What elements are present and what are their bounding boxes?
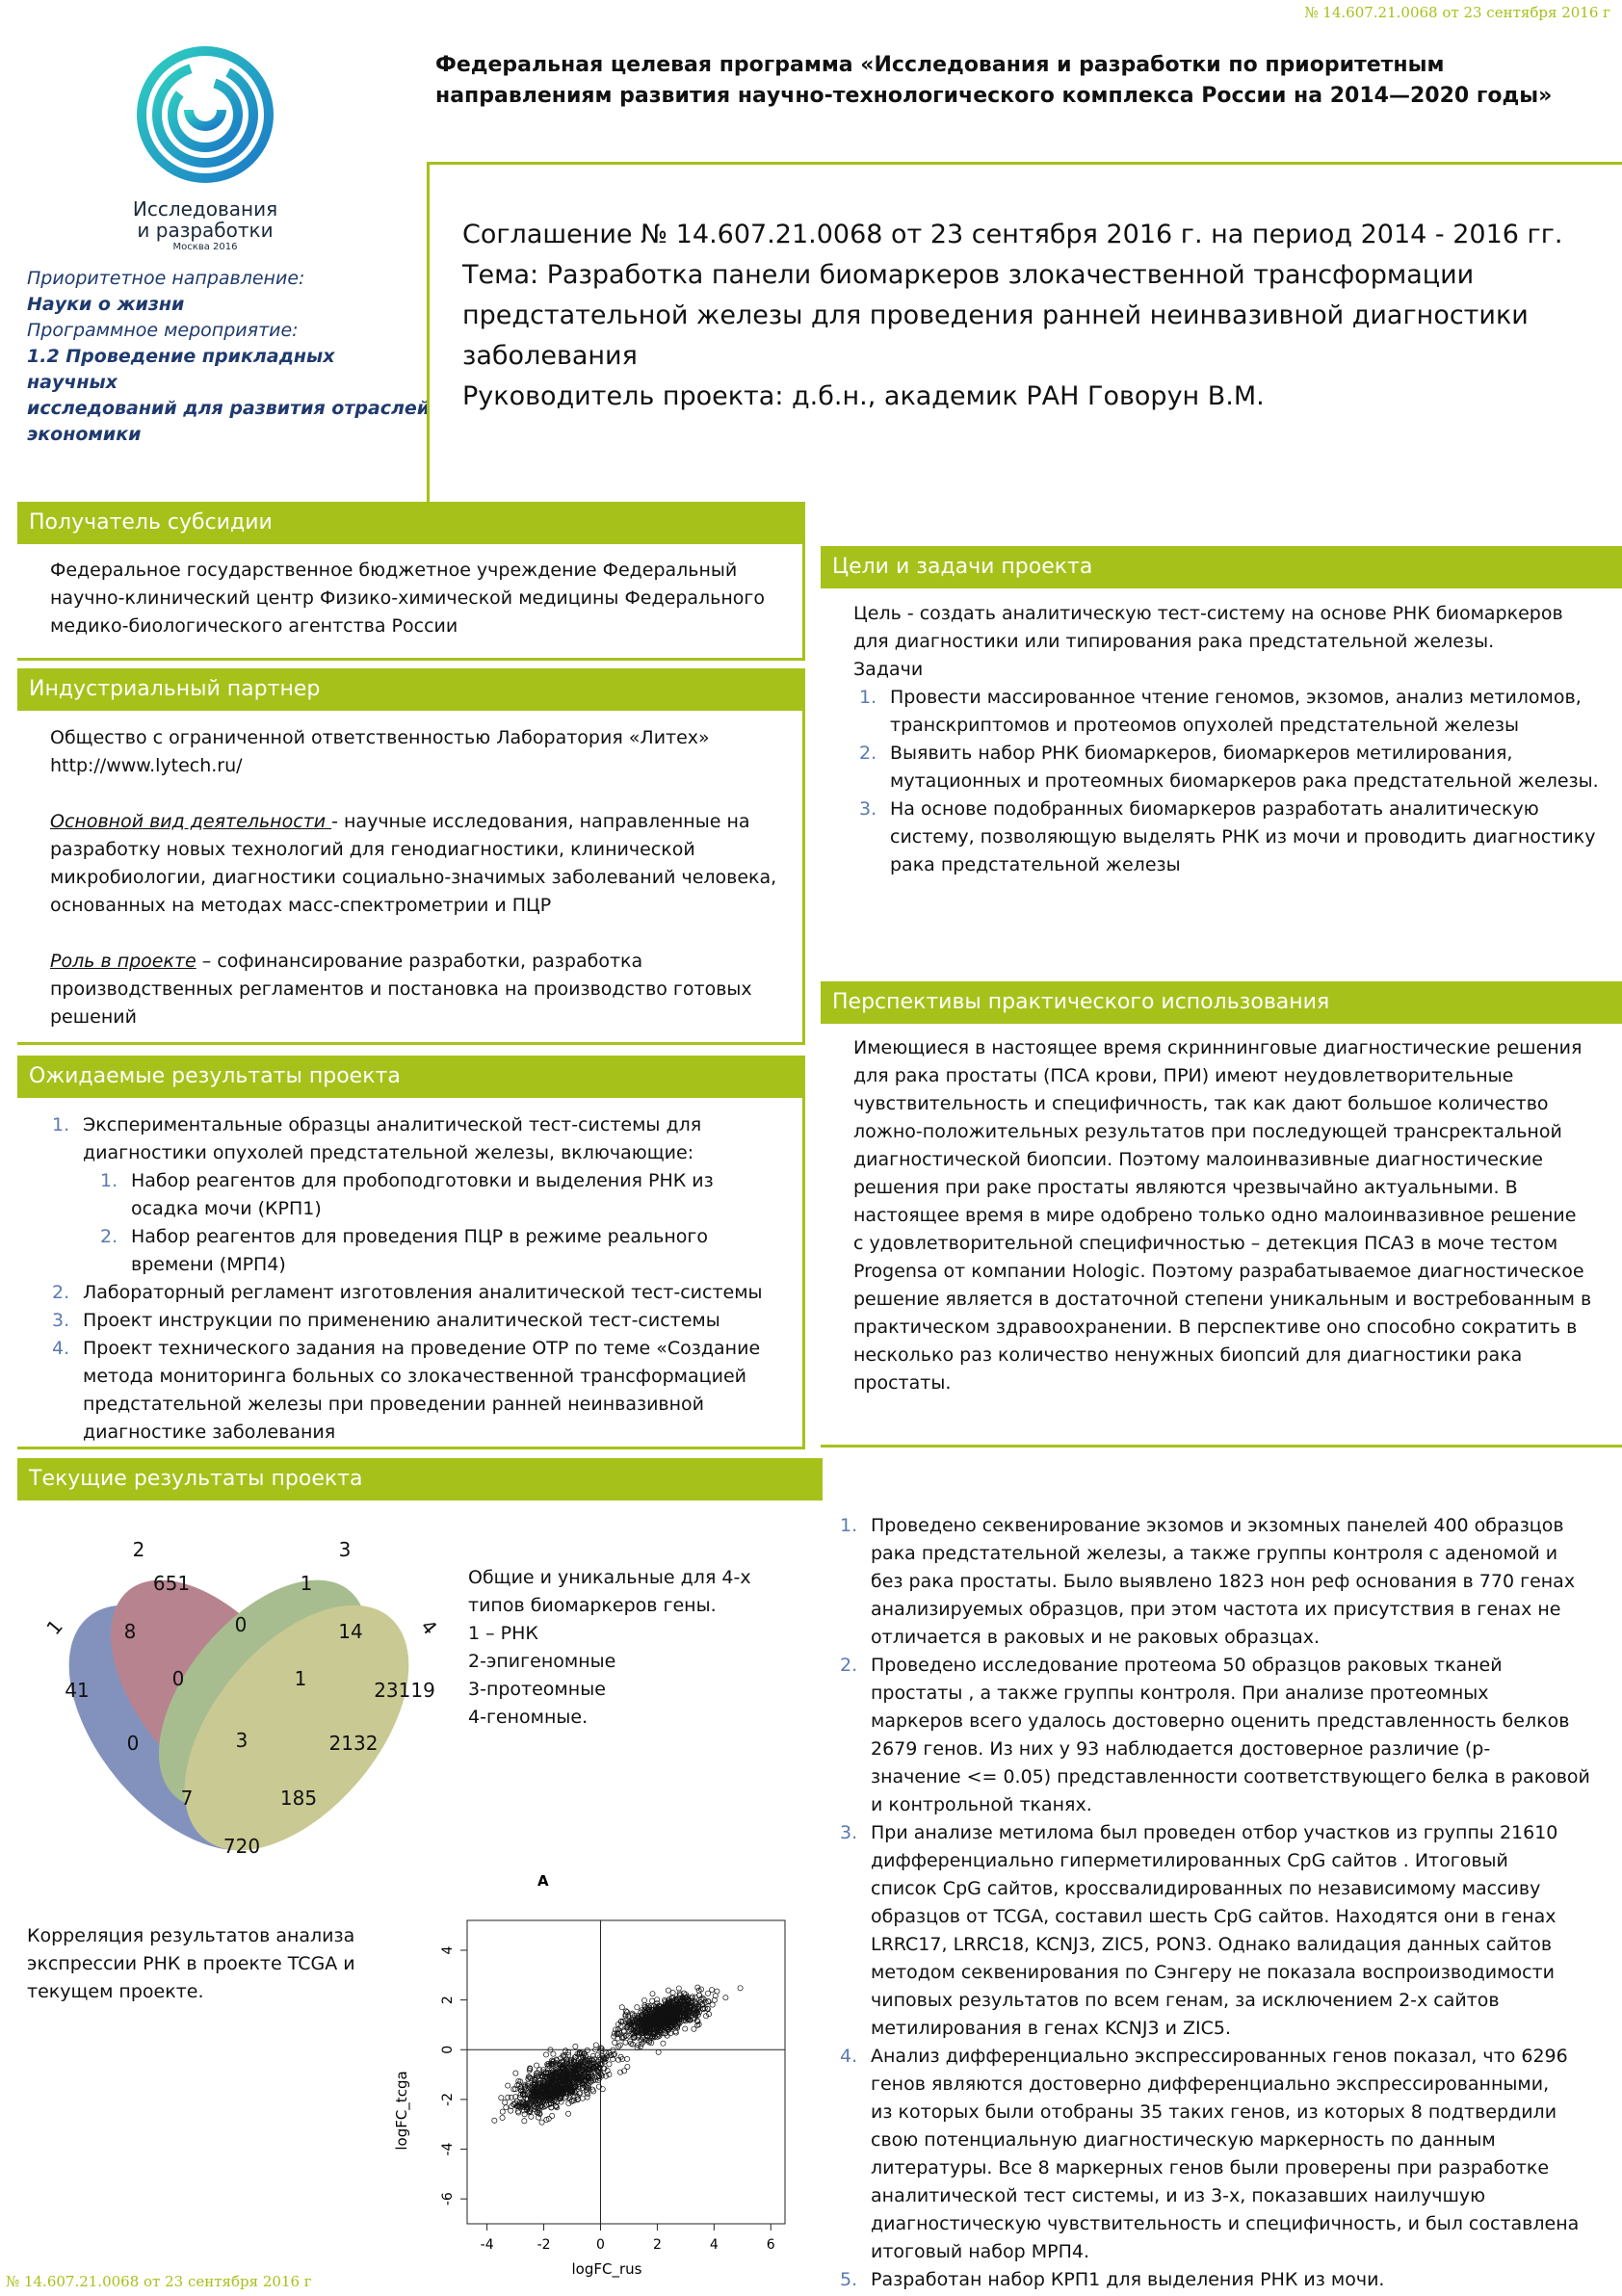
venn-value: 7 — [180, 1787, 194, 1810]
scatter-point — [650, 1992, 655, 1996]
venn-value: 8 — [123, 1620, 137, 1643]
text-line: LRRC17, LRRC18, KCNJ3, ZIC5, PON3. Однако валидация данных сайтов — [871, 1934, 1553, 1955]
text-line: методом секвенирования по Сэнгеру не показала воспроизводимости — [871, 1962, 1555, 1983]
priority-block — [27, 266, 432, 448]
text-line: итоговый набор МРП4. — [871, 2241, 1090, 2262]
list-item — [46, 1111, 798, 1167]
program-header — [435, 50, 1552, 112]
list-number: 2. — [52, 1282, 70, 1303]
y-tick-label: -2 — [440, 2092, 456, 2106]
text-line: микробиологии, диагностики социально-значимых заболеваний человека, — [50, 867, 777, 888]
y-tick-label: -6 — [440, 2192, 456, 2206]
scatter-point — [656, 2049, 661, 2054]
scatter-point — [539, 2120, 544, 2125]
text-line: Общие и уникальные для 4-х — [468, 1567, 751, 1588]
prospects-text — [853, 1034, 1591, 1397]
text-line: Задачи — [853, 659, 924, 680]
list-item — [46, 1307, 798, 1335]
list-item — [46, 1167, 798, 1223]
x-tick-label: 0 — [596, 2237, 605, 2253]
section-expected-title — [17, 1056, 805, 1098]
section-goals-title — [821, 546, 1622, 588]
agreement-line: предстательной железы для проведения ранней неинвазивной диагностики — [462, 300, 1529, 330]
text-line: диагностике заболевания — [83, 1422, 336, 1443]
text-line: для рака простаты (ПСА крови, ПРИ) имеют неудовлетворительные — [853, 1065, 1514, 1086]
section-prospects-title — [821, 981, 1622, 1024]
chart-title: A — [537, 1872, 549, 1890]
text-line: с удовлетворительной специфичностью – детекция ПСА3 в моче тестом — [853, 1233, 1558, 1254]
section-title-text: Перспективы практического использования — [832, 990, 1330, 1014]
text-line: свою потенциальную диагностическую маркерность по данным — [871, 2129, 1496, 2151]
text-line: 1 – РНК — [468, 1623, 538, 1644]
list-number: 5. — [840, 2269, 858, 2290]
scatter-point — [705, 1991, 710, 1996]
agreement-line: Соглашение № 14.607.21.0068 от 23 сентября 2016 г. на период 2014 - 2016 гг. — [462, 220, 1563, 249]
text-line: значение <= 0.05) представленности соответствующего белка в раковой — [871, 1766, 1590, 1787]
text-line: из которых были отобраны 35 таких генов, из которых 8 подтвердили — [871, 2101, 1557, 2123]
logo-line-2: и разработки — [137, 219, 274, 242]
list-item — [46, 1279, 798, 1307]
venn-diagram — [37, 1526, 451, 1882]
program-header-line: направлениям развития научно-технологического комплекса России на 2014—2020 годы» — [435, 84, 1553, 108]
scatter-point — [585, 2048, 589, 2052]
text-line: - научные исследования, направленные на — [331, 811, 750, 832]
text-line: медико-биологического агентства России — [50, 615, 458, 637]
text-line: производственных регламентов и постановка на производство готовых — [50, 978, 752, 1000]
list-number: 2. — [100, 1226, 118, 1247]
y-axis-label: logFC_tcga — [393, 2071, 410, 2151]
scatter-point — [738, 1986, 743, 1991]
venn-value: 3 — [235, 1729, 249, 1752]
scatter-point — [655, 1997, 660, 2002]
venn-label: 2 — [132, 1538, 145, 1561]
scatter-point — [613, 2040, 617, 2045]
venn-value: 0 — [171, 1667, 185, 1690]
scatter-point — [723, 1996, 728, 2000]
logo-rings-icon — [123, 42, 287, 187]
text-line: Анализ дифференциально экспрессированных генов показал, что 6296 — [871, 2046, 1568, 2067]
program-value: исследований для развития отраслей — [27, 398, 431, 419]
text-line: Экспериментальные образцы аналитической тест-системы для — [83, 1114, 702, 1135]
text-line: метилирования в генах KCNJ3 и ZIC5. — [871, 2018, 1231, 2039]
venn-value: 14 — [338, 1620, 363, 1643]
text-line: Федеральное государственное бюджетное учреждение Федеральный — [50, 560, 738, 581]
text-line: транскриптомов и протеомов опухолей предстательной железы — [890, 715, 1520, 736]
text-line: типов биомаркеров гены. — [468, 1595, 717, 1616]
scatter-point — [573, 2044, 578, 2048]
text-line: ложно-положительных результатов при последующей трансректальной — [853, 1121, 1562, 1142]
section-title-text: Ожидаемые результаты проекта — [29, 1064, 401, 1088]
scatter-point — [607, 2062, 612, 2067]
text-line: образцов от TCGA, составил шесть CpG сайтов. Находятся они в генах — [871, 1906, 1557, 1927]
scatter-point — [593, 2043, 598, 2048]
scatter-point — [710, 2002, 715, 2007]
text-line: Проведено исследование протеома 50 образцов раковых тканей — [871, 1655, 1503, 1676]
scatter-point — [619, 2005, 624, 2010]
text-line: Проведено секвенирование экзомов и экзомных панелей 400 образцов — [871, 1515, 1564, 1536]
logo-line-1: Исследования — [132, 197, 278, 221]
scatter-point — [580, 2096, 585, 2100]
partner-text — [50, 724, 776, 1031]
program-header-line: Федеральная целевая программа «Исследования и разработки по приоритетным — [435, 53, 1445, 77]
scatter-point — [692, 2026, 696, 2031]
text-line: времени (МРП4) — [131, 1254, 286, 1275]
expected-list — [46, 1111, 798, 1447]
x-tick-label: 4 — [709, 2237, 719, 2253]
list-number: 2. — [840, 1655, 858, 1676]
text-line: рака предстательной железы, а также группы контроля с аденомой и — [871, 1543, 1558, 1564]
scatter-point — [585, 2095, 589, 2100]
text-line: предстательной железы при проведении ранней неинвазивной — [83, 1394, 705, 1415]
venn-label: 3 — [338, 1538, 352, 1561]
list-number: 4. — [840, 2046, 858, 2067]
text-line: несколько раз количество ненужных биопсий для диагностики рака — [853, 1344, 1523, 1366]
section-title-text: Индустриальный партнер — [29, 677, 321, 701]
scatter-point — [649, 1998, 654, 2003]
list-number: 4. — [52, 1338, 70, 1359]
text-line: чиповых результатов по всем генам, за исключением 2-х сайтов — [871, 1990, 1500, 2011]
goals-list — [853, 684, 1599, 879]
scatter-point — [500, 2109, 505, 2114]
scatter-point — [617, 2043, 622, 2048]
section-title-text: Текущие результаты проекта — [29, 1467, 363, 1491]
agreement-block — [462, 215, 1563, 417]
program-value: 1.2 Проведение прикладных научных — [27, 346, 335, 393]
text-line: осадка мочи (КРП1) — [131, 1198, 322, 1219]
y-tick-label: 4 — [440, 1945, 456, 1955]
text-line: для диагностики или типирования рака предстательной железы. — [853, 631, 1495, 652]
logo-text — [123, 198, 287, 254]
text-line: решение является в достаточной степени уникальным и востребованным в — [853, 1289, 1592, 1310]
text-line: анализируемых образцов, при этом частота их присутствия в генах не — [871, 1599, 1561, 1620]
scatter-point — [591, 2089, 596, 2094]
list-number: 1. — [859, 687, 877, 708]
program-label: Программное мероприятие: — [27, 320, 299, 341]
text-line: рака предстательной железы — [890, 854, 1181, 875]
text-line: диагностики опухолей предстательной железы, включающие: — [83, 1142, 694, 1163]
y-tick-label: -4 — [440, 2142, 456, 2156]
scatter-plot — [385, 1865, 809, 2288]
list-number: 3. — [859, 798, 877, 820]
text-line: При анализе метилома был проведен отбор участков из группы 21610 — [871, 1822, 1558, 1843]
text-line: Цель - создать аналитическую тест-систему на основе РНК биомаркеров — [853, 603, 1563, 624]
venn-value: 23119 — [374, 1679, 435, 1702]
y-tick-label: 0 — [440, 2045, 456, 2054]
text-line: диагностическую чувствительность и специфичность, и был составлена — [871, 2213, 1580, 2234]
recipient-text — [50, 557, 765, 640]
goals-text — [853, 600, 1599, 879]
list-number: 3. — [52, 1310, 70, 1331]
text-line: настоящее время в мире одобрено только одно малоинвазивное решение — [853, 1205, 1577, 1226]
text-line: отличается в раковых и не раковых образцах. — [871, 1627, 1321, 1648]
venn-value: 0 — [126, 1732, 140, 1755]
text-line: чувствительность и специфичность, так как дают большое количество — [853, 1093, 1549, 1114]
scatter-point — [543, 2052, 548, 2057]
agreement-line: Руководитель проекта: д.б.н., академик РАН Говорун В.М. — [462, 381, 1265, 411]
list-item — [834, 1819, 1614, 2043]
x-tick-label: -4 — [480, 2237, 494, 2253]
list-item — [853, 740, 1599, 796]
scatter-point — [506, 2083, 510, 2088]
text-line: Корреляция результатов анализа — [27, 1925, 355, 1946]
text-line: разработку новых технологий для генодиагностики, клинической — [50, 839, 695, 860]
text-line: Выявить набор РНК биомаркеров, биомаркеров метилирования, — [890, 743, 1513, 764]
venn-value: 720 — [222, 1835, 261, 1858]
list-item — [834, 2266, 1614, 2294]
text-line: 3-протеомные — [468, 1679, 606, 1700]
scatter-point — [500, 2115, 505, 2120]
text-line: 4-геномные. — [468, 1707, 589, 1728]
scatter-point — [529, 2114, 534, 2119]
text-line: маркеров всего удалось достоверно оценить представленность белков — [871, 1710, 1570, 1732]
text-line: генов являются достоверно дифференциально экспрессированными, — [871, 2074, 1550, 2095]
section-current-title — [17, 1458, 823, 1500]
logo-line-3: Москва 2016 — [172, 242, 238, 252]
text-line: дифференциально гиперметилированных CpG сайтов . Итоговый — [871, 1850, 1508, 1871]
text-line: Проект технического задания на проведение ОТР по теме «Создание — [83, 1338, 761, 1359]
scatter-point — [513, 2071, 518, 2075]
doc-stamp-top: № 14.607.21.0068 от 23 сентября 2016 г — [1304, 4, 1610, 21]
section-title-text: Получатель субсидии — [29, 510, 273, 535]
venn-label: 4 — [416, 1614, 442, 1640]
section-recipient-title — [17, 502, 805, 544]
text-line: простаты. — [853, 1372, 952, 1394]
list-number: 3. — [840, 1822, 858, 1843]
list-number: 1. — [100, 1170, 118, 1191]
scatter-point — [534, 2063, 538, 2068]
x-tick-label: 6 — [766, 2237, 775, 2253]
venn-value: 1 — [300, 1572, 313, 1595]
priority-label: Приоритетное направление: — [27, 268, 305, 289]
scatter-point — [550, 2113, 555, 2118]
scatter-point — [641, 1997, 646, 2002]
list-item — [834, 2043, 1614, 2266]
scatter-caption — [27, 1922, 355, 2006]
list-item — [853, 684, 1599, 740]
scatter-point — [666, 1988, 670, 1993]
scatter-point — [503, 2100, 508, 2104]
text-line: простаты , а также группы контроля. При анализе протеомных — [871, 1683, 1489, 1704]
scatter-point — [625, 2056, 630, 2061]
partner-link[interactable]: http://www.lytech.ru/ — [50, 755, 243, 776]
venn-value: 1 — [294, 1667, 307, 1690]
text-line: 2679 генов. Из них у 93 наблюдается достоверное различие (р- — [871, 1738, 1491, 1760]
text-line: На основе подобранных биомаркеров разработать аналитическую — [890, 798, 1539, 820]
venn-value: 185 — [279, 1787, 318, 1810]
list-item — [853, 796, 1599, 879]
scatter-point — [504, 2105, 509, 2110]
venn-label: 1 — [41, 1614, 67, 1640]
section-title-text: Цели и задачи проекта — [832, 555, 1093, 579]
x-axis-label: logFC_rus — [571, 2260, 642, 2278]
scatter-point — [661, 2041, 666, 2046]
text-line: Провести массированное чтение геномов, экзомов, анализ метиломов, — [890, 687, 1582, 708]
text-line: текущем проекте. — [27, 1981, 204, 2002]
venn-value: 651 — [152, 1572, 191, 1595]
text-line: аналитической тест системы, и из 3-х, показавших наилучшую — [871, 2185, 1486, 2206]
priority-value: Науки о жизни — [27, 294, 185, 315]
role-label: Роль в проекте — [50, 951, 196, 972]
current-list — [834, 1512, 1614, 2294]
text-line: Разработан набор КРП1 для выделения РНК из мочи. — [871, 2269, 1385, 2290]
text-line: практическом здравоохранении. В перспективе оно способно сократить в — [853, 1317, 1578, 1338]
section-partner-title — [17, 668, 805, 711]
text-line: метода мониторинга больных со злокачественной трансформацией — [83, 1366, 746, 1387]
text-line: Проект инструкции по применению аналитической тест-системы — [83, 1310, 720, 1331]
doc-stamp-bottom: № 14.607.21.0068 от 23 сентября 2016 г — [6, 2273, 312, 2290]
list-item — [46, 1223, 798, 1279]
text-line: Лабораторный регламент изготовления аналитической тест-системы — [83, 1282, 763, 1303]
scatter-point — [676, 1986, 681, 1991]
scatter-point — [499, 2096, 504, 2100]
scatter-point — [616, 2044, 621, 2048]
logo — [123, 42, 287, 187]
list-item — [834, 1512, 1614, 1652]
divider — [821, 1445, 1622, 1448]
text-line: – софинансирование разработки, разработка — [196, 951, 643, 972]
text-line: литературы. Все 8 маркерных генов были проверены при разработке — [871, 2157, 1550, 2179]
text-line: основанных на методах масс-спектрометрии и ПЦР — [50, 895, 552, 916]
agreement-line: Тема: Разработка панели биомаркеров злокачественной трансформации — [462, 260, 1475, 290]
agreement-line: заболевания — [462, 341, 638, 371]
text-line: Общество с ограниченной ответственностью Лаборатория «Литех» — [50, 727, 710, 748]
text-line: Набор реагентов для пробоподготовки и выделения РНК из — [131, 1170, 714, 1191]
text-line: Имеющиеся в настоящее время скриннинговые диагностические решения — [853, 1037, 1583, 1058]
scatter-point — [492, 2118, 497, 2123]
text-line: Progensa от компании Hologic. Поэтому разрабатываемое диагностическое — [853, 1261, 1584, 1282]
scatter-point — [522, 2112, 527, 2117]
scatter-point — [625, 2064, 630, 2069]
text-line: диагностической биопсии. Поэтому малоинвазивные диагностические — [853, 1149, 1543, 1170]
text-line: мутационных и протеомных биомаркеров рака предстательной железы. — [890, 770, 1599, 792]
y-tick-label: 2 — [440, 1996, 456, 2005]
text-line: и контрольной тканях. — [871, 1794, 1092, 1815]
text-line: Набор реагентов для проведения ПЦР в режиме реального — [131, 1226, 709, 1247]
text-line: 2-эпигеномные — [468, 1651, 616, 1672]
text-line: решения при раке простаты являются чрезвычайно актуальными. В — [853, 1177, 1518, 1198]
list-number: 1. — [840, 1515, 858, 1536]
list-item — [46, 1335, 798, 1447]
x-tick-label: 2 — [652, 2237, 662, 2253]
list-item — [834, 1652, 1614, 1819]
text-line: научно-клинический центр Физико-химической медицины Федерального — [50, 587, 766, 609]
venn-caption — [468, 1564, 751, 1732]
text-line: решений — [50, 1006, 137, 1028]
program-value: экономики — [27, 424, 142, 445]
scatter-point — [635, 2005, 640, 2010]
scatter-point — [565, 2111, 570, 2116]
list-number: 1. — [52, 1114, 70, 1135]
list-number: 2. — [859, 743, 877, 764]
x-tick-label: -2 — [536, 2237, 551, 2253]
activity-label: Основной вид деятельности — [50, 811, 332, 832]
scatter-point — [522, 2119, 527, 2124]
text-line: список CpG сайтов, кроссвалидированных по независимому массиву — [871, 1878, 1541, 1899]
text-line: систему, позволяющую выделять РНК из мочи и проводить диагностику — [890, 826, 1596, 848]
venn-value: 2132 — [328, 1732, 379, 1755]
scatter-point — [683, 2026, 688, 2031]
venn-value: 41 — [65, 1679, 90, 1702]
venn-value: 0 — [234, 1613, 248, 1636]
text-line: без рака простаты. Было выявлено 1823 нон реф основания в 770 генах — [871, 1571, 1576, 1592]
scatter-point — [563, 2048, 568, 2053]
text-line: экспрессии РНК в проекте TCGA и — [27, 1953, 355, 1974]
